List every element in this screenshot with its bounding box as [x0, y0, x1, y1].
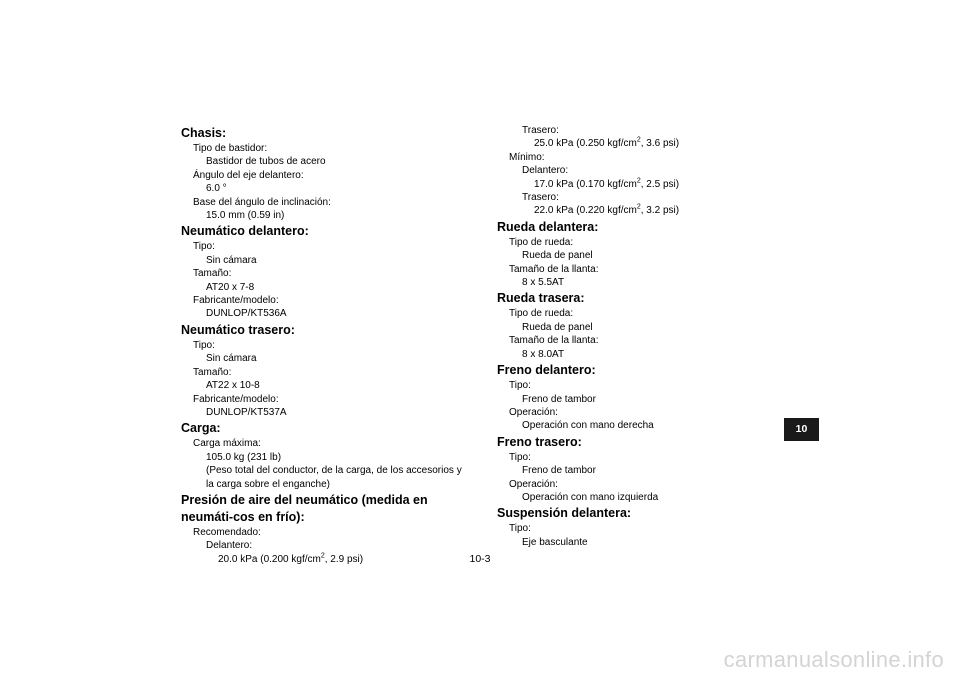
section-title-neumatico-trasero: Neumático trasero: — [181, 322, 295, 337]
spec-label: Tamaño: — [193, 268, 232, 280]
section-title-chasis: Chasis: — [181, 126, 227, 140]
spec-label: Tipo: — [193, 241, 215, 253]
section-title-freno-delantero: Freno delantero: — [497, 363, 596, 378]
spec-label: Tipo: — [509, 380, 531, 392]
spec-label: Mínimo: — [509, 151, 545, 163]
spec-label: Tamaño de la llanta: — [509, 335, 599, 347]
spec-label: Carga máxima: — [193, 438, 261, 450]
spec-value: 8 x 5.5AT — [522, 277, 565, 289]
spec-label: Fabricante/modelo: — [193, 393, 279, 405]
spec-value: Operación con mano izquierda — [522, 491, 659, 503]
spec-label: Tipo de rueda: — [509, 308, 574, 320]
spec-label: Base del ángulo de inclinación: — [193, 196, 331, 208]
spec-value: 22.0 kPa (0.220 kgf/$cm^2$, 3.2 psi) — [534, 204, 680, 217]
spec-value: Sin cámara — [206, 353, 257, 365]
right-column — [497, 124, 787, 549]
spec-label: Trasero: — [522, 125, 559, 136]
spec-value: AT20 x 7-8 — [206, 281, 255, 293]
spec-value: Rueda de panel — [522, 250, 593, 262]
spec-value: Eje basculante — [522, 536, 588, 548]
spec-value: DUNLOP/KT536A — [206, 308, 287, 320]
spec-label: Delantero: — [206, 540, 253, 552]
spec-value: 25.0 kPa (0.250 kgf/$cm^2$, 3.6 psi) — [534, 137, 680, 150]
spec-value: Freno de tambor — [522, 465, 596, 477]
section-title-rueda-trasera: Rueda trasera: — [497, 291, 585, 306]
spec-note: (Peso total del conductor, de la carga, de los accesorios y la carga sobre el enganche) — [206, 465, 462, 490]
spec-value: 15.0 mm (0.59 in) — [206, 210, 285, 222]
spec-value: 6.0 ° — [206, 183, 227, 195]
section-title-freno-trasero: Freno trasero: — [497, 434, 582, 449]
spec-value: Sin cámara — [206, 254, 257, 266]
spec-label: Operación: — [509, 406, 558, 418]
spec-label: Tipo: — [193, 339, 215, 351]
spec-label: Recomendado: — [193, 526, 261, 538]
section-title-rueda-delantera: Rueda delantera: — [497, 219, 599, 234]
spec-value: Freno de tambor — [522, 393, 596, 405]
spec-label: Operación: — [509, 478, 558, 490]
spec-value: 8 x 8.0AT — [522, 348, 565, 360]
spec-label: Tipo de bastidor: — [193, 143, 268, 154]
spec-value: AT22 x 10-8 — [206, 380, 260, 392]
section-title-presion: Presión de aire del neumático (medida en neumáti-cos en frío): — [181, 492, 428, 524]
spec-label: Tipo: — [509, 523, 531, 535]
page-number: 10-3 — [469, 553, 491, 565]
spec-value: 17.0 kPa (0.170 kgf/$cm^2$, 2.5 psi) — [534, 177, 680, 190]
spec-value: Operación con mano derecha — [522, 420, 654, 432]
spec-value: Bastidor de tubos de acero — [206, 156, 326, 168]
spec-value: DUNLOP/KT537A — [206, 406, 287, 418]
spec-value: Rueda de panel — [522, 321, 593, 333]
spec-value: 20.0 kPa (0.200 kgf/$cm^2$, 2.9 psi) — [218, 552, 364, 565]
section-title-neumatico-delantero: Neumático delantero: — [181, 224, 309, 239]
spec-label: Tipo de rueda: — [509, 236, 574, 248]
left-column — [181, 124, 471, 566]
spec-label: Tamaño: — [193, 366, 232, 378]
section-title-suspension-delantera: Suspensión delantera: — [497, 506, 632, 521]
spec-label: Ángulo del eje delantero: — [193, 169, 304, 181]
spec-label: Tipo: — [509, 451, 531, 463]
spec-label: Delantero: — [522, 165, 569, 177]
watermark: carmanualsonline.info — [723, 647, 944, 672]
section-title-carga: Carga: — [181, 421, 221, 436]
spec-value: 105.0 kg (231 lb) — [206, 451, 282, 463]
spec-label: Trasero: — [522, 192, 559, 204]
chapter-tab: 10 — [784, 418, 819, 441]
spec-label: Fabricante/modelo: — [193, 295, 279, 307]
spec-label: Tamaño de la llanta: — [509, 263, 599, 275]
